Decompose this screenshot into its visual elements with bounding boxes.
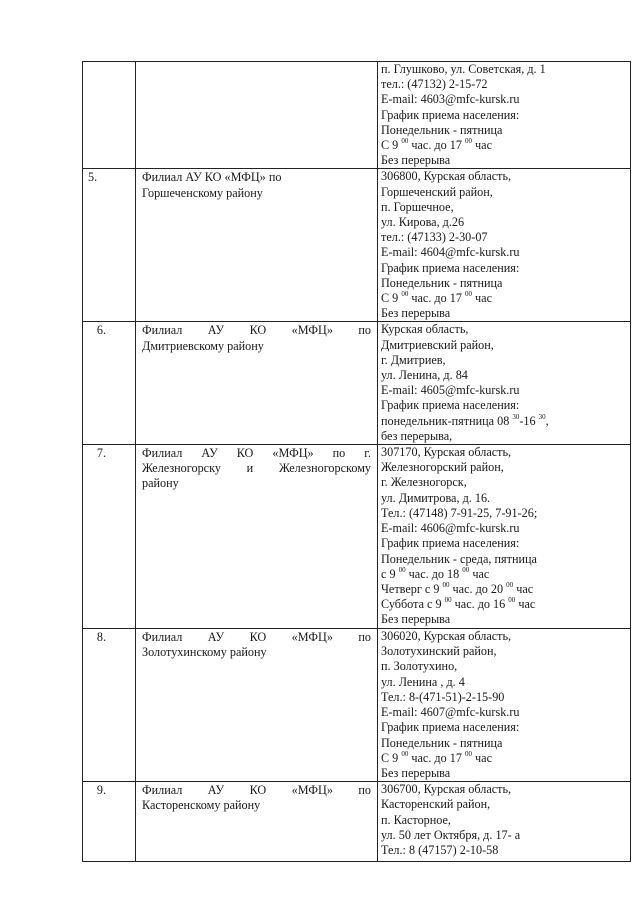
info-line: Дмитриевский район, (381, 337, 494, 352)
table-row (83, 322, 631, 445)
info-line: ул. Ленина , д. 4 (381, 674, 465, 689)
info-line: Курская область, (381, 322, 469, 337)
info-line: Без перерыва (381, 612, 451, 627)
info-line: С 9 $^{00}$ час. до 17 $^{00}$ час (381, 289, 492, 306)
branch-name-line: Филиал АУ КО «МФЦ» по (142, 630, 371, 645)
info-line: ул. Димитрова, д. 16. (381, 490, 491, 505)
info-line: E-mail: 4607@mfc-kursk.ru (381, 705, 520, 720)
info-line: E-mail: 4606@mfc-kursk.ru (381, 521, 520, 536)
row-number: 7. (83, 445, 136, 629)
info-line: С 9 $^{00}$ час. до 17 $^{00}$ час (381, 136, 492, 153)
info-line: Понедельник - среда, пятница (381, 551, 537, 566)
branches-table (82, 61, 631, 862)
info-line: Без перерыва (381, 306, 451, 321)
branch-name (136, 169, 378, 322)
info-line: Тел.: 8-(471-51)-2-15-90 (381, 689, 505, 704)
info-line: E-mail: 4603@mfc-kursk.ru (381, 92, 520, 107)
info-line: 306020, Курская область, (381, 629, 512, 644)
branch-info (378, 445, 631, 629)
branch-name-line: Филиал АУ КО «МФЦ» по г. (142, 446, 371, 461)
info-line: Железногорский район, (381, 460, 504, 475)
info-line: Понедельник - пятница (381, 122, 503, 137)
info-line: г. Железногорск, (381, 475, 467, 490)
info-line: Суббота с 9 $^{00}$ час. до 16 $^{00}$ час (381, 596, 536, 612)
info-line: п. Горшечное, (381, 199, 454, 214)
info-line: График приема населения: (381, 720, 520, 735)
branch-info (378, 629, 631, 782)
info-line: 306700, Курская область, (381, 782, 512, 797)
row-number-cell (83, 62, 136, 169)
info-line: ул. Кирова, д.26 (381, 215, 465, 230)
info-line: Золотухинский район, (381, 644, 497, 659)
info-line: п. Касторное, (381, 812, 451, 827)
branch-name-line: Золотухинскому району (142, 645, 267, 660)
row-number: 6. (83, 322, 136, 445)
info-line: понедельник-пятница 08 $^{30}$-16 $^{30}$, (381, 412, 549, 428)
info-line: График приема населения: (381, 398, 520, 413)
branch-info-cell (378, 62, 631, 169)
info-line: п. Глушково, ул. Советская, д. 1 (381, 62, 546, 76)
info-line: с 9 $^{00}$ час. до 18 $^{00}$ час (381, 565, 490, 581)
branch-name-line: Железногорску и Железногорскому (142, 461, 371, 476)
info-line: 307170, Курская область, (381, 445, 512, 460)
table-row (83, 629, 631, 782)
info-line: E-mail: 4605@mfc-kursk.ru (381, 383, 520, 398)
table-row (83, 169, 631, 322)
branch-name (136, 629, 378, 782)
info-line: Тел.: 8 (47157) 2-10-58 (381, 842, 499, 857)
info-line: г. Дмитриев, (381, 352, 446, 367)
info-line: тел.: (47132) 2-15-72 (381, 77, 488, 92)
branch-name-cell (136, 62, 378, 169)
branch-name-line: Горшеченскому району (142, 185, 263, 200)
branch-name (136, 782, 378, 862)
info-line: без перерыва, (381, 428, 453, 443)
branch-name (136, 445, 378, 629)
branch-name (136, 322, 378, 445)
info-line: Касторенский район, (381, 797, 491, 812)
table-row (83, 782, 631, 862)
row-number: 5. (83, 169, 136, 322)
info-line: Без перерыва (381, 765, 451, 780)
branch-info (378, 322, 631, 445)
info-line: Без перерыва (381, 153, 451, 168)
info-line: С 9 $^{00}$ час. до 17 $^{00}$ час (381, 749, 492, 765)
table-row (83, 445, 631, 629)
info-line: E-mail: 4604@mfc-kursk.ru (381, 245, 520, 260)
info-line: График приема населения: (381, 536, 520, 551)
branch-info (378, 782, 631, 862)
branch-name-line: Дмитриевскому району (142, 338, 264, 353)
info-line: График приема населения: (381, 107, 520, 122)
info-line: ул. Ленина, д. 84 (381, 368, 468, 383)
branch-name-line: Филиал АУ КО «МФЦ» по (142, 170, 282, 185)
info-line: Понедельник - пятница (381, 735, 503, 750)
table-row-continued (83, 62, 631, 169)
branch-name-line: Касторенскому району (142, 798, 261, 813)
info-line: п. Золотухино, (381, 659, 458, 674)
row-number: 9. (83, 782, 136, 862)
info-line: тел.: (47133) 2-30-07 (381, 230, 488, 245)
info-line: Тел.: (47148) 7-91-25, 7-91-26; (381, 505, 538, 520)
info-line: Четверг с 9 $^{00}$ час. до 20 $^{00}$ час (381, 580, 534, 596)
info-line: Понедельник - пятница (381, 275, 503, 290)
branch-name-line: Филиал АУ КО «МФЦ» по (142, 783, 371, 798)
branch-info (378, 169, 631, 322)
info-line: 306800, Курская область, (381, 169, 512, 184)
info-line: Горшеченский район, (381, 184, 493, 199)
info-line: График приема населения: (381, 260, 520, 275)
branch-name-line: району (142, 476, 179, 491)
info-line: ул. 50 лет Октября, д. 17- а (381, 827, 521, 842)
branch-name-line: Филиал АУ КО «МФЦ» по (142, 323, 371, 338)
row-number: 8. (83, 629, 136, 782)
